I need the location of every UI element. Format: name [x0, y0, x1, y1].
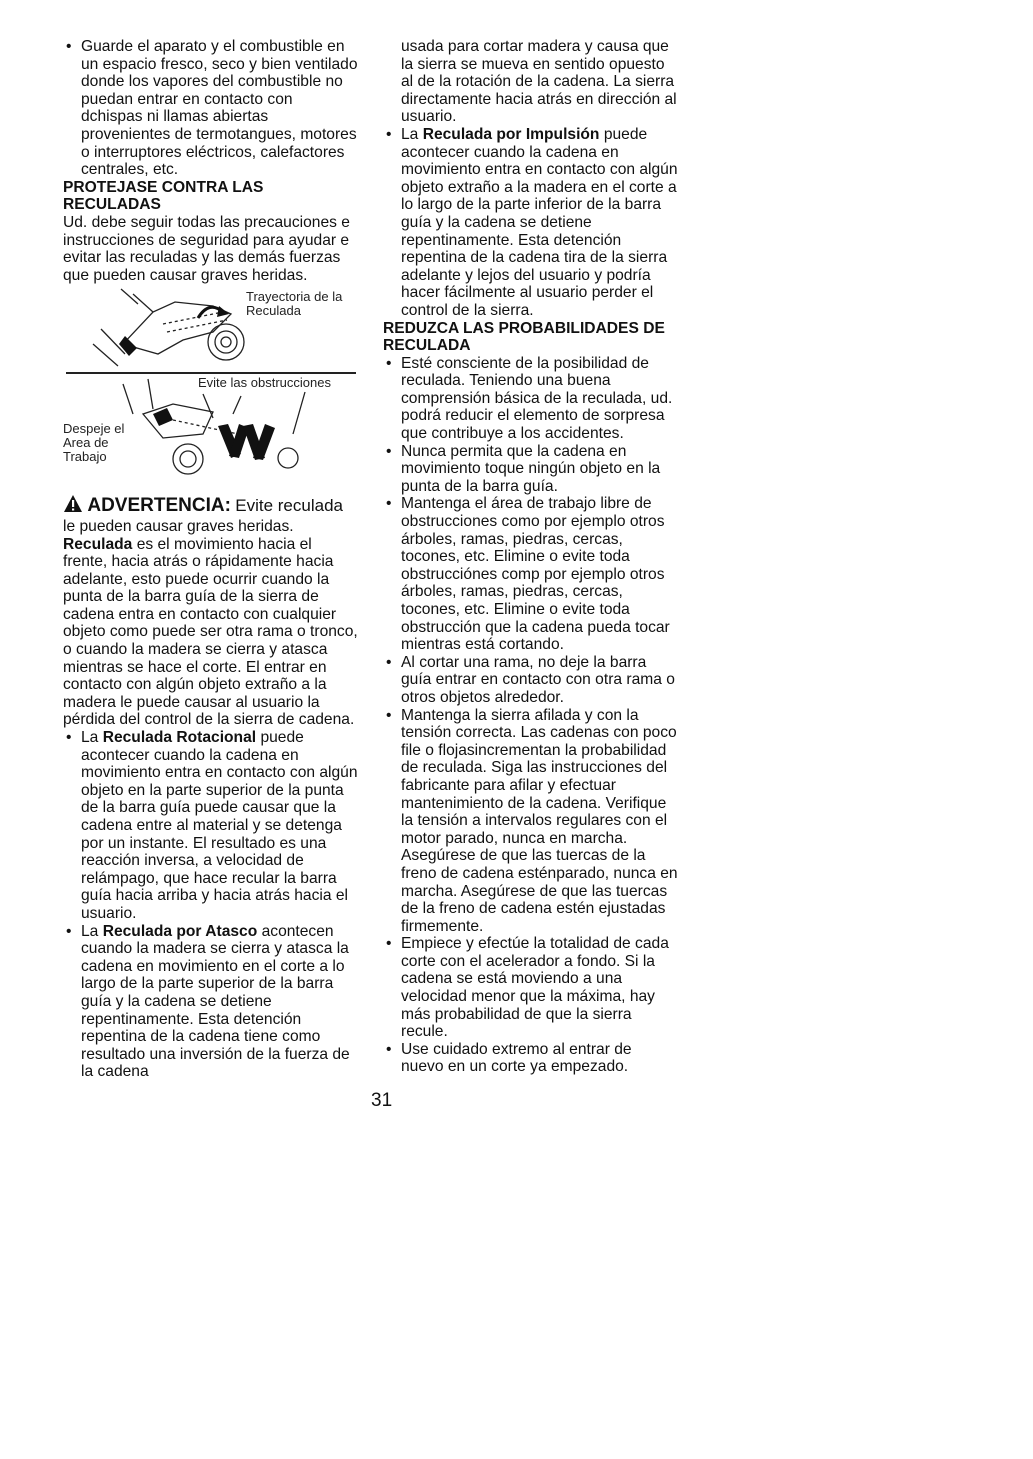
warning-paragraph: [63, 494, 358, 729]
pinch-kickback-term: Reculada por Atasco: [102, 922, 258, 940]
pull-kickback-text: puede acontecer cuando la cadena en movimiento entra en contacto con algún objeto extraño a la madera en el corte a lo largo de la parte inferior de la barra guía y la cadena se detiene repentinamente. Esta detención repentina de la cadena tira de la sierra adelante y lejos del usuario y podría hacer fácilmente al usuario perder el control de la sierra.: [401, 125, 678, 319]
bullet-lead-word: La: [81, 729, 99, 747]
pinch-kickback-continuation: usada para cortar madera y causa que la sierra se mueva en sentido opuesto al de la rotación de la cadena. La sierra directamente hacia atrás en dirección al usuario.: [401, 38, 677, 126]
bullet-lead-word: La: [401, 125, 419, 143]
clear-work-area-label: Despeje el Area de Trabajo: [63, 421, 125, 465]
pull-kickback-bullet: [383, 126, 678, 320]
page-number: 31: [371, 1090, 393, 1111]
warning-bold-term: Reculada: [63, 535, 133, 553]
pull-kickback-term: Reculada por Impulsión: [422, 125, 600, 143]
reduce-bullet-6: • Empiece y efectúe la totalidad de cada corte con el acelerador a fondo. Si la cadena se está moviendo a una velocidad menor que la máxima, hay más probabilidad de que la sierra recule.: [383, 935, 678, 1041]
rotational-kickback-term: Reculada Rotacional: [102, 729, 257, 747]
reduce-bullet-5: • Mantenga la sierra afilada y con la tensión correcta. Las cadenas con poco file o flojasincrementan la probabilidad de reculada. Siga las instrucciones del fabricante para afilar y efectuar mantenimiento de la cadena. Verifique la tensión a intervalos regulares con el motor parado, nunca en marcha. Asegúrese de que las tuercas de la freno de cadena esténparado, nunca en marcha. Asegúrese de que las tuercas de la freno de cadena estén ejustadas firmemente.: [383, 707, 678, 936]
kickback-path-label: Trayectoria de la Reculada: [246, 289, 343, 319]
reduce-bullet-4: • Al cortar una rama, no deje la barra guía entrar en contacto con otra rama o otros objetos alrededor.: [383, 654, 678, 707]
pinch-kickback-text: acontecen cuando la madera se cierra y atasca la cadena en movimiento en el corte a lo largo de la parte superior de la barra guía y la cadena se detiene repentinamente. Esta detención repentina de la cadena tiene como resultado una inversión de la fuerza de la cadena: [81, 922, 350, 1081]
reduce-bullet-1: • Esté consciente de la posibilidad de reculada. Teniendo una buena comprensión básica de la reculada, ud. podrá reducir el elemento de sorpresa que contribuye a los accidentes.: [383, 355, 678, 443]
warning-text-a: le pueden causar graves heridas.: [63, 517, 294, 535]
warning-title: ADVERTENCIA:: [87, 495, 231, 517]
obstruction-figure: [63, 374, 358, 484]
left-column: [63, 38, 358, 1081]
bullet-lead-word: La: [81, 922, 99, 940]
pinch-kickback-bullet: [63, 923, 358, 1081]
reduce-bullet-7: • Use cuidado extremo al entrar de nuevo en un corte ya empezado.: [383, 1041, 678, 1076]
reduce-kickback-heading: REDUZCA LAS PROBABILIDADES DE RECULADA: [383, 319, 665, 355]
warning-icon: [63, 494, 83, 518]
reduce-bullet-3: • Mantenga el área de trabajo libre de obstrucciones como por ejemplo otros árboles, ramas, piedras, cercas, tocones, etc. Elimine o evite toda obstrucciónes comp por ejemplo otros árboles, ramas, piedras, cercas, tocones, etc. Elimine o evite toda obstrucción que la cadena pueda tocar mientras está cortando.: [383, 495, 678, 653]
right-column: [383, 38, 678, 1076]
reduce-bullet-2: • Nunca permita que la cadena en movimiento toque ningún objeto en la punta de la barra guía.: [383, 443, 678, 496]
rotational-kickback-bullet: [63, 729, 358, 923]
kickback-intro: Ud. debe seguir todas las precauciones e instrucciones de seguridad para ayudar e evitar las reculadas y las demás fuerzas que pueden causar graves heridas.: [63, 213, 350, 284]
rotational-kickback-text: puede acontecer cuando la cadena en movimiento entra en contacto con algún objeto en la parte superior de la punta de la barra guía puede causar que la cadena entre al material y se detenga por un instante. El resultado es una reacción inversa, a velocidad de relámpago, que hace recular la barra guía hacia arriba y hacia atrás hacia el usuario.: [81, 729, 358, 922]
avoid-obstructions-label: Evite las obstrucciones: [198, 375, 331, 391]
kickback-heading: PROTEJASE CONTRA LAS RECULADAS: [63, 178, 264, 214]
warning-lead: Evite reculada: [235, 496, 343, 516]
kickback-path-figure: [63, 284, 358, 370]
storage-bullet: • Guarde el aparato y el combustible en un espacio fresco, seco y bien ventilado donde los vapores del combustible no puedan entrar en contacto con dchispas ni llamas abiertas provenientes de termotangues, motores o interruptores eléctricos, calefactores centrales, etc.: [63, 38, 358, 179]
warning-text-b: es el movimiento hacia el frente, hacia atrás o rápidamente hacia adelante, esto puede ocurrir cuando la punta de la barra guía de la sierra de cadena entra en contacto con cualquier objeto como puede ser otra rama o tronco, o cuando la madera se cierra y atasca mientras se hace el corte. El entrar en contacto con algún objeto extraño a la madera le puede causar al usuario la pérdida del control de la sierra de cadena.: [63, 535, 358, 729]
